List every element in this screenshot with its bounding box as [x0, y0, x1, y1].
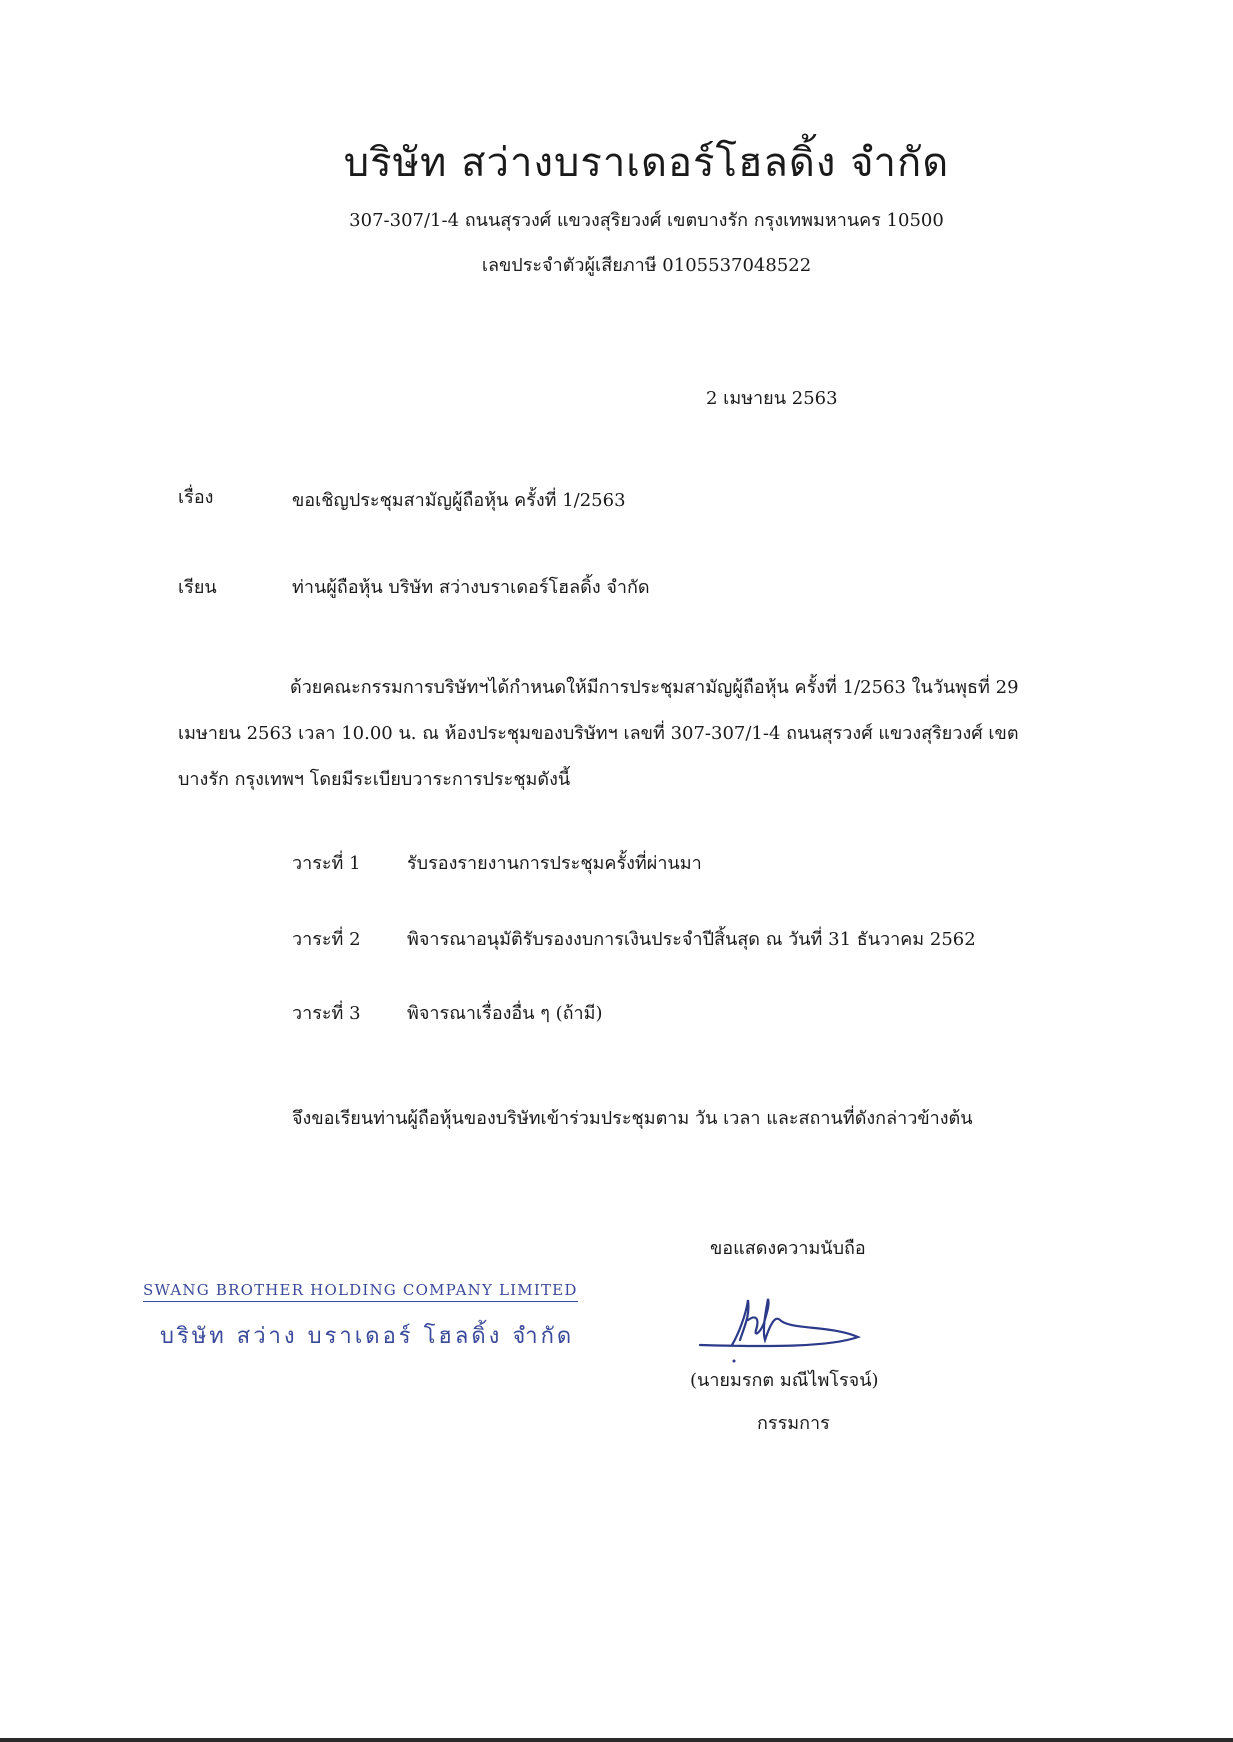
agenda-2-number: วาระที่ 2 [292, 929, 361, 950]
company-stamp-english: SWANG BROTHER HOLDING COMPANY LIMITED [143, 1281, 578, 1302]
agenda-2-text: พิจารณาอนุมัติรับรองงบการเงินประจำปีสิ้นสุด ณ วันที่ 31 ธันวาคม 2562 [407, 929, 976, 950]
subject-label: เรื่อง [178, 487, 214, 508]
agenda-1-number: วาระที่ 1 [292, 853, 361, 874]
agenda-3-text: พิจารณาเรื่องอื่น ๆ (ถ้ามี) [407, 1003, 603, 1024]
body-paragraph [178, 665, 1068, 803]
signature-image [690, 1285, 870, 1369]
closing-text: จึงขอเรียนท่านผู้ถือหุ้นของบริษัทเข้าร่วมประชุมตาม วัน เวลา และสถานที่ดังกล่าวข้างต้น [292, 1108, 973, 1129]
regards-text: ขอแสดงความนับถือ [710, 1238, 866, 1259]
company-address: 307-307/1-4 ถนนสุรวงศ์ แขวงสุริยวงศ์ เขตบางรัก กรุงเทพมหานคร 10500 [349, 210, 944, 231]
signer-title: กรรมการ [757, 1413, 830, 1434]
subject-text: ขอเชิญประชุมสามัญผู้ถือหุ้น ครั้งที่ 1/2563 [292, 490, 626, 511]
letter-date: 2 เมษายน 2563 [706, 388, 838, 409]
agenda-1-text: รับรองรายงานการประชุมครั้งที่ผ่านมา [407, 853, 702, 874]
recipient-text: ท่านผู้ถือหุ้น บริษัท สว่างบราเดอร์โฮลดิ้ง จำกัด [292, 577, 650, 598]
recipient-label: เรียน [178, 577, 217, 598]
page-bottom-edge [0, 1738, 1233, 1742]
body-text: ด้วยคณะกรรมการบริษัทฯได้กำหนดให้มีการประชุมสามัญผู้ถือหุ้น ครั้งที่ 1/2563 ในวันพุธที่ 29 เมษายน 2563 เวลา 10.00 น. ณ ห้องประชุมของบริษัทฯ เลขที่ 307-307/1-4 ถนนสุรวงศ์ แขวงสุริยวงศ์ เขตบางรัก กรุงเทพฯ โดยมีระเบียบวาระการประชุมดังนี้ [178, 677, 1019, 790]
company-name: บริษัท สว่างบราเดอร์โฮลดิ้ง จำกัด [343, 140, 950, 186]
tax-id: เลขประจำตัวผู้เสียภาษี 0105537048522 [481, 255, 812, 276]
agenda-3-number: วาระที่ 3 [292, 1003, 361, 1024]
company-stamp-thai: บริษัท สว่าง บราเดอร์ โฮลดิ้ง จำกัด [160, 1324, 575, 1349]
signer-name: (นายมรกต มณีไพโรจน์) [690, 1370, 879, 1391]
